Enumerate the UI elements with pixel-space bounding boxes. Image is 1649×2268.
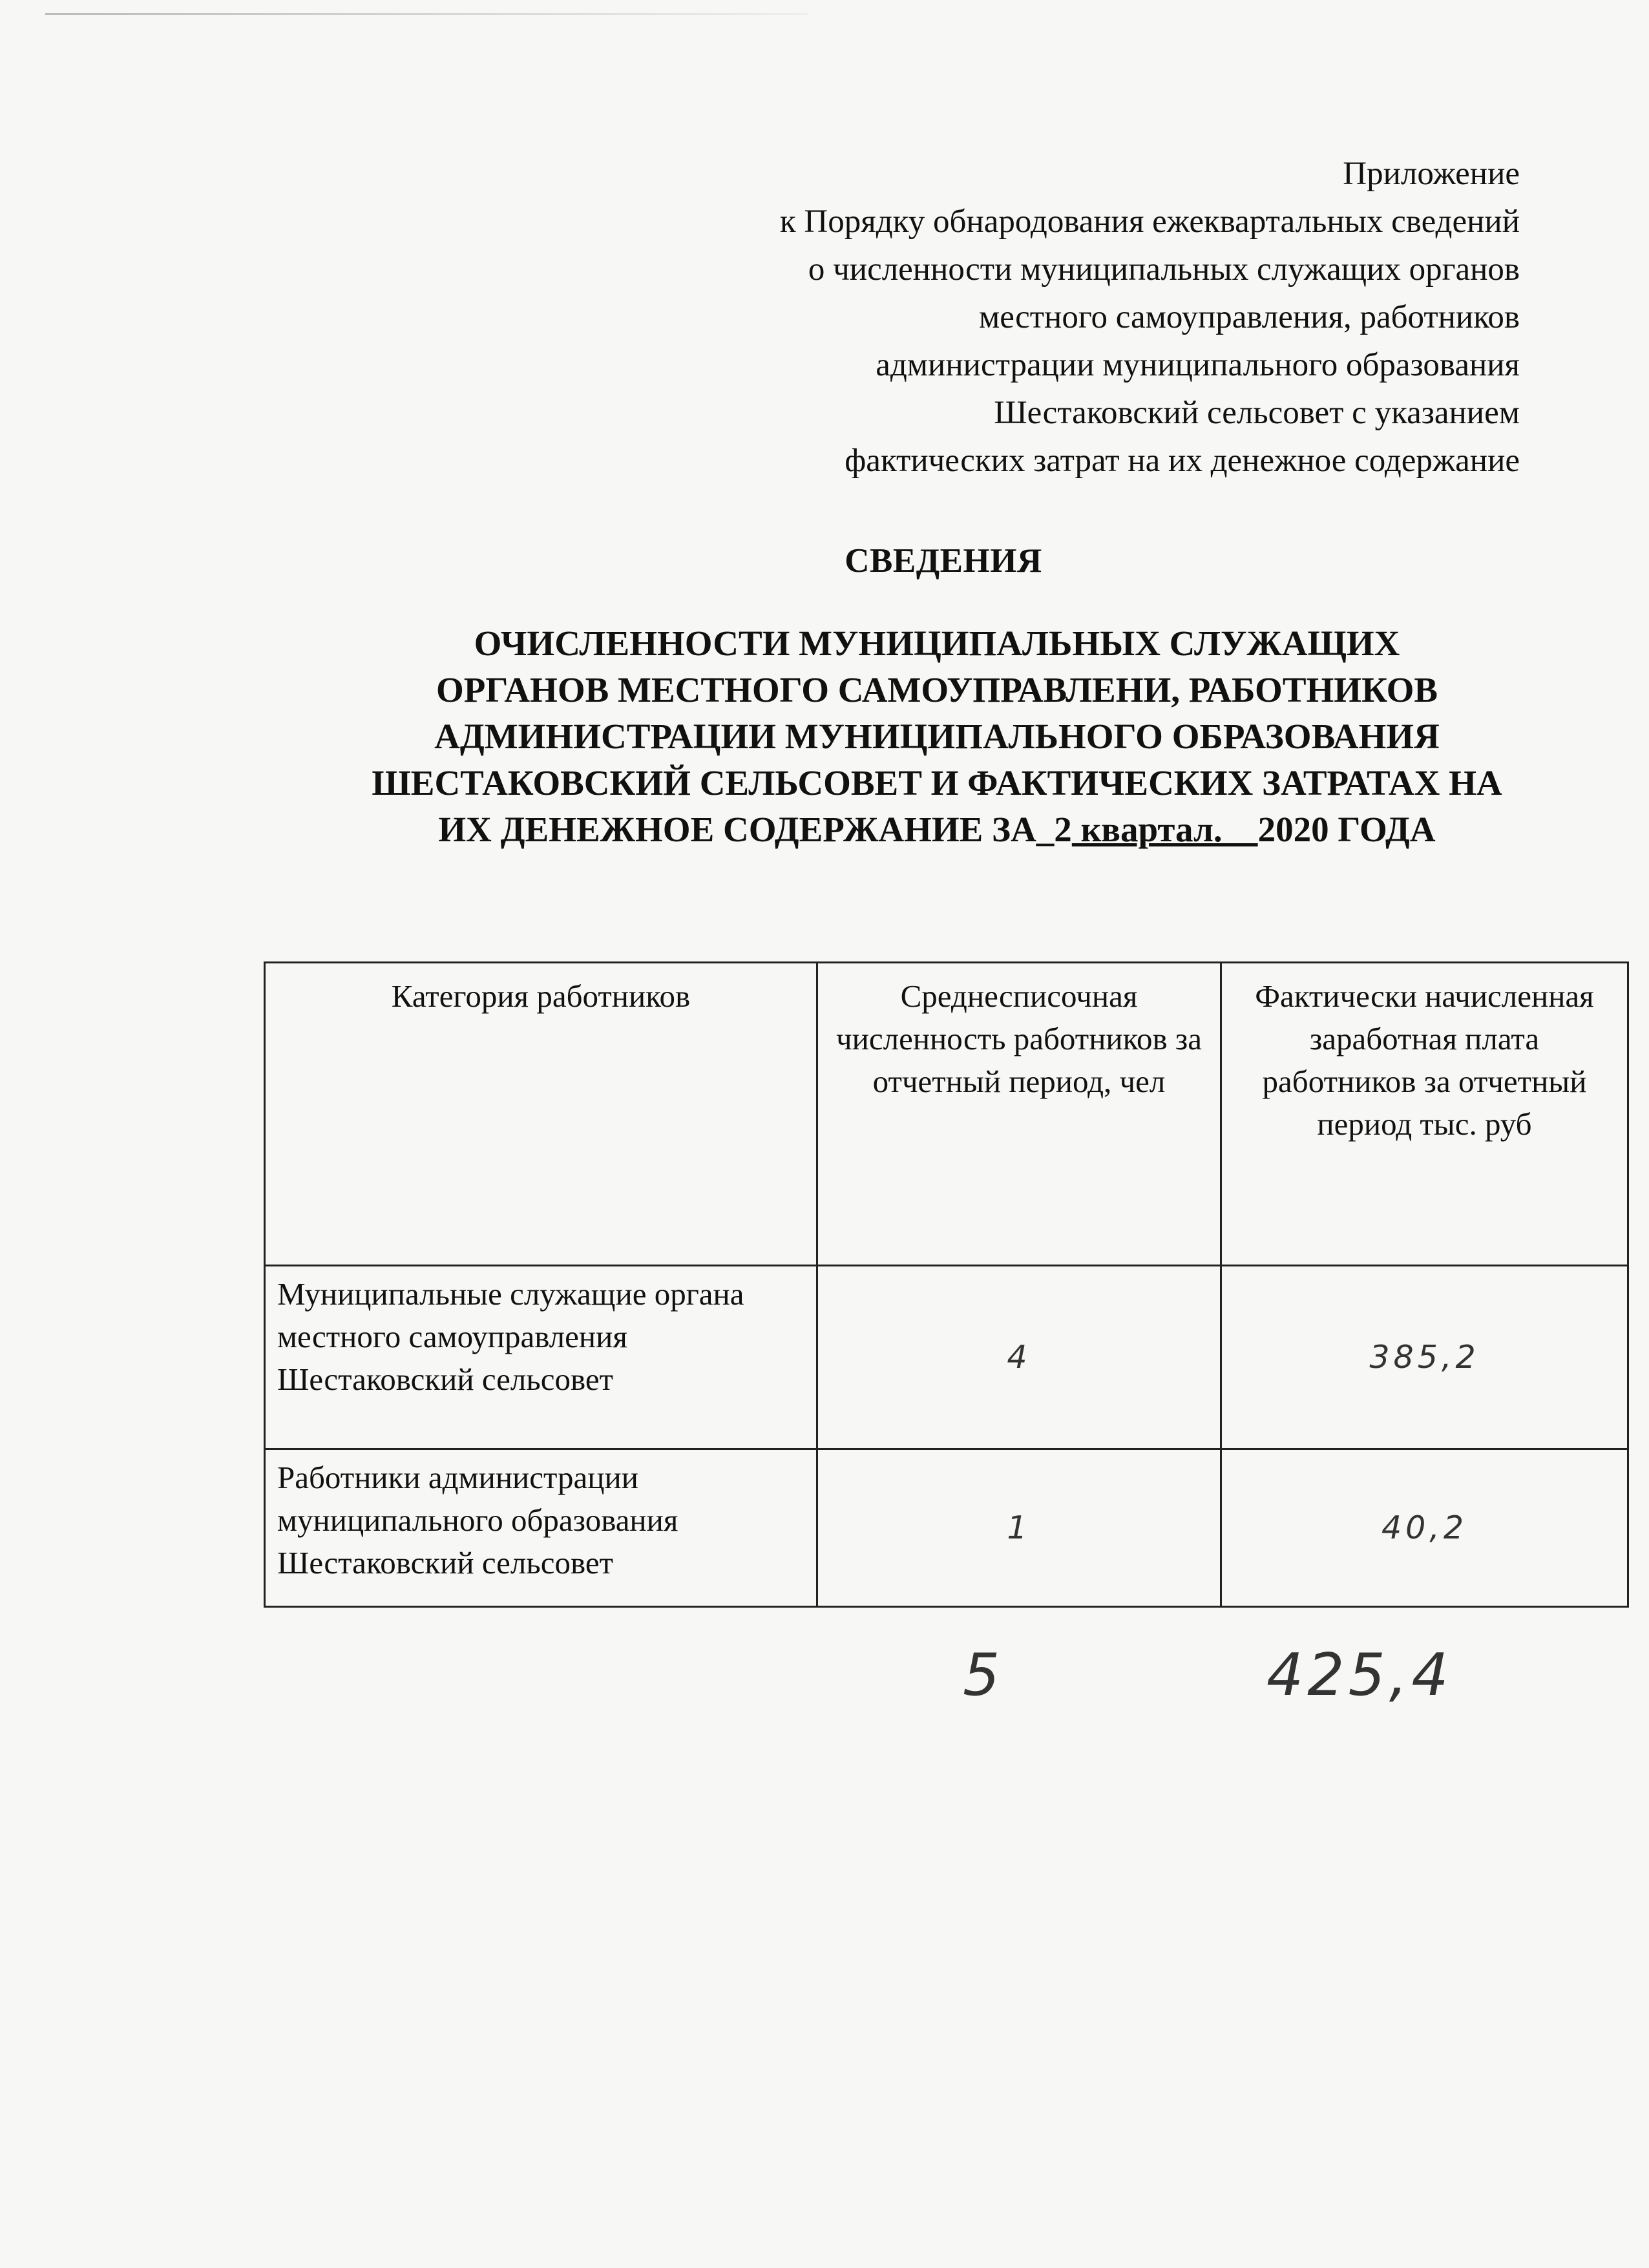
appendix-line: администрации муниципального образования — [876, 347, 1520, 383]
table-row — [265, 1266, 1628, 1449]
row-salary: 385,2 — [1221, 1266, 1628, 1449]
subtitle-line: ОЧИСЛЕННОСТИ МУНИЦИПАЛЬНЫХ СЛУЖАЩИХ — [474, 624, 1400, 663]
appendix-line: Приложение — [1343, 156, 1520, 192]
row-salary: 40,2 — [1221, 1449, 1628, 1607]
subtitle-line: ШЕСТАКОВСКИЙ СЕЛЬСОВЕТ И ФАКТИЧЕСКИХ ЗАТРАТАХ НА — [372, 763, 1502, 803]
table-header-row — [265, 963, 1628, 1266]
subtitle-line — [258, 806, 1615, 853]
scan-edge — [45, 13, 808, 15]
total-headcount: 5 — [963, 1641, 1004, 1709]
row-headcount: 1 — [817, 1449, 1221, 1607]
table-row — [265, 1449, 1628, 1607]
row-headcount: 4 — [817, 1266, 1221, 1449]
appendix-line: о численности муниципальных служащих органов — [808, 251, 1520, 288]
appendix-line: к Порядку обнародования ежеквартальных сведений — [779, 204, 1520, 240]
document-subtitle — [258, 620, 1615, 853]
subtitle-line: АДМИНИСТРАЦИИ МУНИЦИПАЛЬНОГО ОБРАЗОВАНИЯ — [434, 717, 1440, 756]
subtitle-prefix: ИХ ДЕНЕЖНОЕ СОДЕРЖАНИЕ ЗА_2 — [438, 810, 1072, 849]
row-category: Работники администрации муниципального образования Шестаковский сельсовет — [265, 1449, 817, 1607]
appendix-block — [486, 150, 1520, 485]
document-title: СВЕДЕНИЯ — [845, 542, 1042, 580]
staff-table — [264, 961, 1629, 1608]
row-category: Муниципальные служащие органа местного самоуправления Шестаковский сельсовет — [265, 1266, 817, 1449]
total-salary: 425,4 — [1266, 1641, 1453, 1709]
subtitle-year: 2020 ГОДА — [1257, 810, 1436, 849]
appendix-line: Шестаковский сельсовет с указанием — [994, 395, 1520, 431]
period-field: квартал. — [1071, 810, 1258, 849]
header-salary: Фактически начисленная заработная плата работников за отчетный период тыс. руб — [1221, 963, 1628, 1266]
appendix-line: местного самоуправления, работников — [978, 299, 1520, 335]
appendix-line: фактических затрат на их денежное содержание — [845, 443, 1520, 479]
header-headcount: Среднесписочная численность работников за отчетный период, чел — [817, 963, 1221, 1266]
header-category: Категория работников — [265, 963, 817, 1266]
subtitle-line: ОРГАНОВ МЕСТНОГО САМОУПРАВЛЕНИ, РАБОТНИКОВ — [436, 670, 1438, 709]
